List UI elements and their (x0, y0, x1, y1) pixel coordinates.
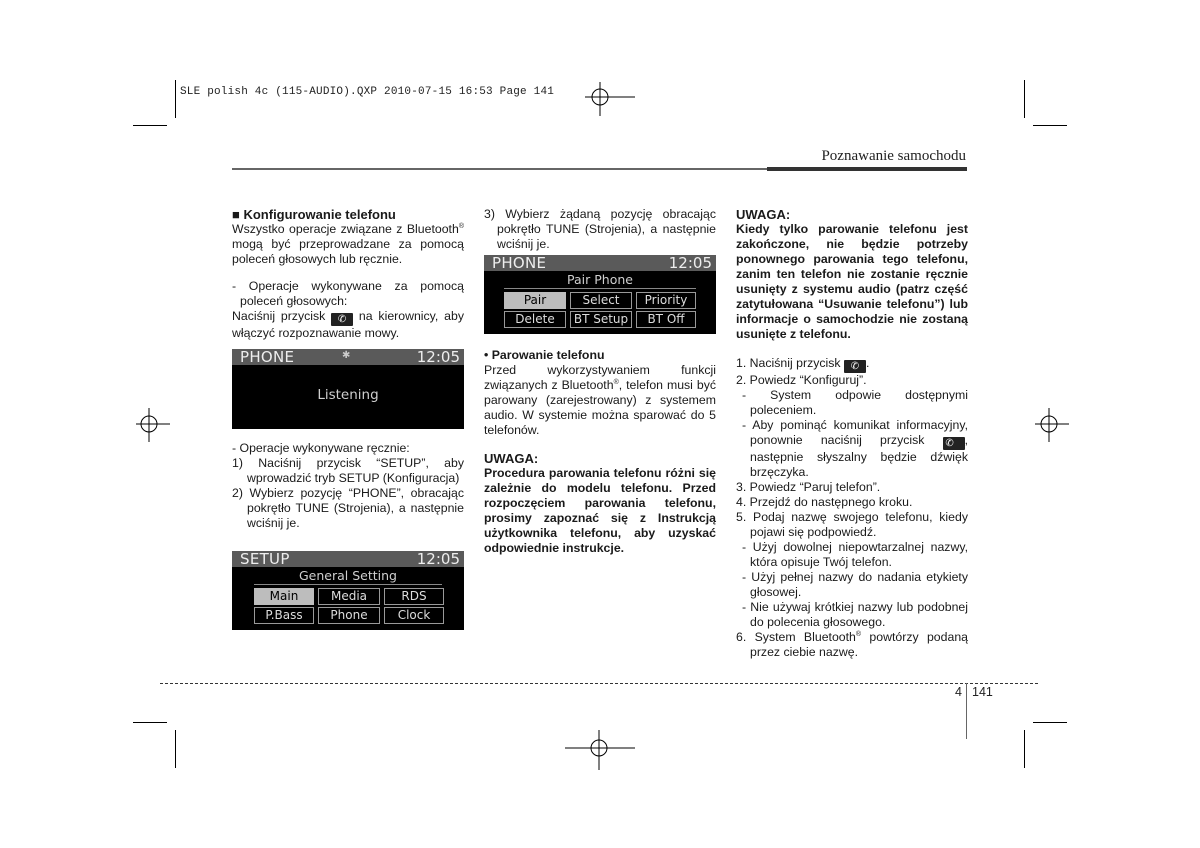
setup-rds-button: RDS (384, 588, 444, 605)
manual-ops-heading: - Operacje wykonywane ręcznie: (232, 441, 410, 455)
page-separator (966, 683, 967, 739)
warning-title: UWAGA: (484, 451, 539, 466)
display-subtitle: General Setting (299, 568, 397, 583)
display-subtitle: Pair Phone (567, 272, 633, 287)
step-2-note: - System odpowie dostępnymi poleceniem. (742, 388, 968, 417)
display-clock: 12:05 (416, 550, 460, 568)
setup-main-button: Main (254, 588, 314, 605)
setup-media-button: Media (318, 588, 380, 605)
step-1: 1. Naciśnij przycisk ✆ . (736, 356, 870, 372)
bt-off-button: BT Off (636, 311, 696, 328)
display-title: SETUP (240, 550, 290, 568)
warning-text: Kiedy tylko parowanie telefonu jest zakończone, nie będzie potrzeby ponownego parowania tego telefonu, zanim ten telefon nie zostanie ręcznie usunięty z systemu audio (patrz część zatytułowana “Usuwanie telefonu”) lub informacje o samochodzie nie zostaną usunięte z telefonu. (736, 222, 968, 341)
select-button: Select (570, 292, 632, 309)
footer-rule (160, 683, 1038, 684)
print-header: SLE polish 4c (115-AUDIO).QXP 2010-07-15 16:53 Page 141 (180, 86, 555, 98)
setup-pbass-button: P.Bass (254, 607, 314, 624)
pairing-heading: • Parowanie telefonu (484, 348, 605, 362)
header-rule-accent (767, 167, 967, 171)
registration-mark-left (136, 408, 170, 442)
registration-mark-right (1035, 408, 1069, 442)
step-2: 2. Powiedz “Konfiguruj”. (736, 373, 867, 387)
display-clock: 12:05 (668, 254, 712, 272)
step-6: 6. System Bluetooth® powtórzy podaną przez ciebie nazwę. (736, 630, 968, 659)
chapter-number: 4 (955, 685, 962, 699)
display-title: PHONE (492, 254, 547, 272)
pairing-section (484, 348, 716, 556)
bluetooth-icon: ✱ (342, 350, 351, 361)
step-3: 3) Wybierz żądaną pozycję obracając pokrętło TUNE (Strojenia), a następnie wciśnij je. (484, 207, 716, 251)
setup-phone-button: Phone (318, 607, 380, 624)
registration-mark-top (585, 82, 635, 116)
voice-press: Naciśnij przycisk ✆ na kierownicy, aby włączyć rozpoznawanie mowy. (232, 309, 464, 340)
voice-button-icon: ✆ (844, 360, 866, 373)
step-2-note-2: - Aby pominąć komunikat informacyjny, ponownie naciśnij przycisk ✆ , następnie słyszalny będzie dźwięk brzęczyka. (742, 418, 968, 479)
priority-button: Priority (636, 292, 696, 309)
warning-text: Procedura parowania telefonu różni się zależnie do modelu telefonu. Przed rozpoczęciem parowania telefonu, prosimy zapoznać się z Instrukcją użytkownika telefonu, aby uzyskać odpowiednie instrukcje. (484, 466, 716, 555)
section-title: Poznawanie samochodu (821, 148, 966, 164)
step-5: 5. Podaj nazwę swojego telefonu, kiedy pojawi się podpowiedź. (736, 510, 968, 539)
column-1 (232, 207, 464, 341)
voice-button-icon: ✆ (943, 437, 965, 450)
intro-paragraph: Wszystko operacje związane z Bluetooth® mogą być przeprowadzane za pomocą poleceń głosowych lub ręcznie. (232, 222, 464, 266)
phone-listening-display (232, 349, 464, 429)
delete-button: Delete (504, 311, 566, 328)
step-2: 2) Wybierz pozycję “PHONE”, obracając pokrętło TUNE (Strojenia), a następnie wciśnij je. (232, 486, 464, 530)
page-number: 141 (972, 685, 993, 699)
step-5-note-c: - Nie używaj krótkiej nazwy lub podobnej do polecenia głosowego. (742, 600, 968, 629)
step-5-note-b: - Użyj pełnej nazwy do nadania etykiety głosowej. (742, 570, 968, 599)
warning-title: UWAGA: (736, 207, 791, 222)
column-3 (736, 207, 968, 660)
pair-button: Pair (504, 292, 566, 309)
bt-setup-button: BT Setup (570, 311, 632, 328)
pairing-paragraph: Przed wykorzystywaniem funkcji związanych z Bluetooth®, telefon musi być parowany (zarejestrowany) z systemem audio. W systemie można sparować do 5 telefonów. (484, 363, 716, 437)
voice-button-icon: ✆ (331, 313, 353, 326)
manual-ops (232, 441, 464, 531)
step-4: 4. Przejdź do następnego kroku. (736, 495, 913, 509)
display-clock: 12:05 (416, 348, 460, 366)
voice-ops: - Operacje wykonywane za pomocą poleceń głosowych: (232, 279, 464, 308)
setup-display (232, 551, 464, 630)
listening-text: Listening (317, 387, 379, 403)
step-3: 3. Powiedz “Paruj telefon”. (736, 480, 881, 494)
column-2 (484, 207, 716, 252)
section-heading: ■ Konfigurowanie telefonu (232, 207, 396, 222)
registration-mark-bottom (565, 730, 635, 770)
display-title: PHONE (240, 348, 295, 366)
setup-clock-button: Clock (384, 607, 444, 624)
pair-phone-display (484, 255, 716, 334)
step-1: 1) Naciśnij przycisk “SETUP”, aby wprowadzić tryb SETUP (Konfiguracja) (232, 456, 464, 485)
step-5-note-a: - Użyj dowolnej niepowtarzalnej nazwy, która opisuje Twój telefon. (742, 540, 968, 569)
